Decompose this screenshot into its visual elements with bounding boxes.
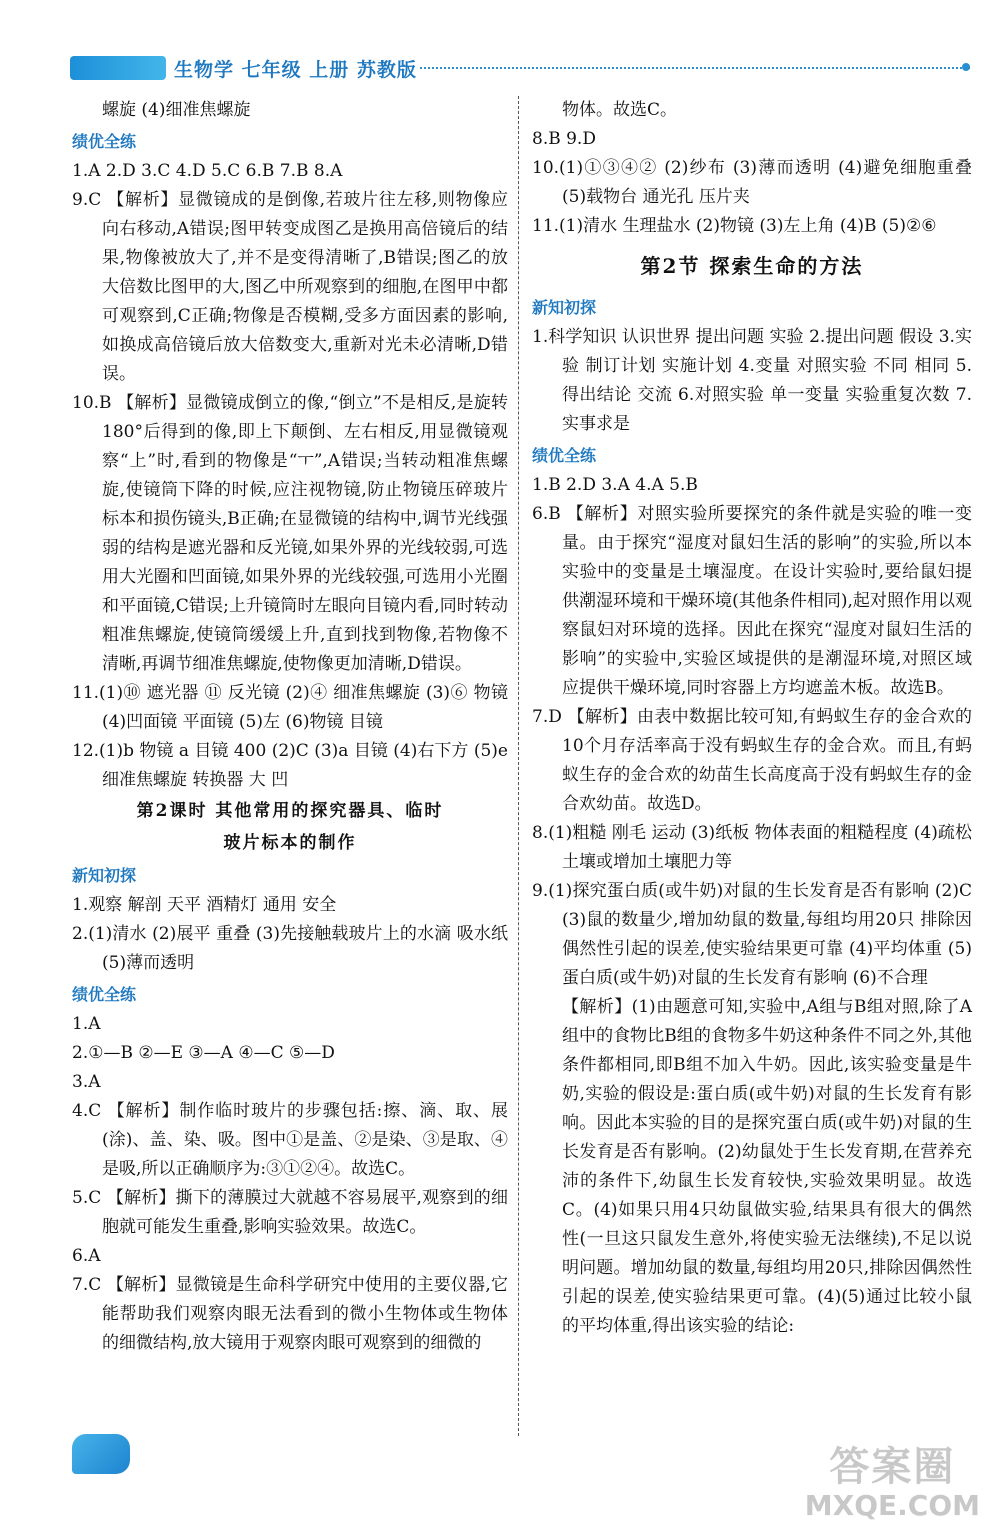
answer-item: 8.B 9.D [532, 129, 596, 149]
section-heading: 绩优全练 [72, 132, 137, 151]
right-column [532, 96, 972, 1341]
header-title: 生物学 七年级 上册 苏教版 [174, 59, 417, 81]
answer-item: 6.B 【解析】对照实验所要探究的条件就是实验的唯一变量。由于探究“湿度对鼠妇生活的影响”的实验,所以本实验中的变量是土壤湿度。在设计实验时,要给鼠妇提供潮湿环境和干燥环境(其他条件相同),起对照作用以观察鼠妇对环境的选择。因此在探究“湿度对鼠妇生活的影响”的实验中,实验区域提供的是潮湿环境,对照区域应提供干燥环境,同时容器上方均遮盖木板。故选B。 [532, 504, 972, 698]
lesson-title: 第2节 探索生命的方法 [640, 254, 864, 278]
section-heading: 绩优全练 [72, 985, 137, 1004]
answer-item: 10.(1)①③④② (2)纱布 (3)薄而透明 (4)避免细胞重叠 (5)载物台 通光孔 压片夹 [532, 158, 972, 207]
section-heading: 绩优全练 [532, 446, 597, 465]
answer-item: 1.科学知识 认识世界 提出问题 实验 2.提出问题 假设 3.实验 制订计划 实施计划 4.变量 对照实验 不同 相同 5.得出结论 交流 6.对照实验 单一变量 实验重复次数 7.实事求是 [532, 327, 972, 434]
answer-item: 1.观察 解剖 天平 酒精灯 通用 安全 [72, 895, 337, 915]
page-header [70, 52, 970, 84]
answer-item: 6.A [72, 1246, 101, 1266]
answer-item: 3.A [72, 1072, 101, 1092]
answer-item: 12.(1)b 物镜 a 目镜 400 (2)C (3)a 目镜 (4)右下方 (5)e 细准焦螺旋 转换器 大 凹 [72, 741, 508, 790]
answer-item: 1.A 2.D 3.C 4.D 5.C 6.B 7.B 8.A [72, 161, 343, 181]
answer-item: 9.C 【解析】显微镜成的是倒像,若玻片往左移,则物像应向右移动,A错误;图甲转变成图乙是换用高倍镜后的结果,物像被放大了,并不是变得清晰了,B错误;图乙的放大倍数比图甲的大,图乙中所观察到的细胞,在图甲中都可观察到,C正确;物像是否模糊,受多方面因素的影响,如换成高倍镜后放大倍数变大,重新对光未必清晰,D错误。 [72, 190, 508, 384]
answer-item: 11.(1)清水 生理盐水 (2)物镜 (3)左上角 (4)B (5)②⑥ [532, 216, 937, 236]
page-number-tab [72, 1434, 130, 1474]
header-dot-icon [962, 63, 970, 71]
lesson-title: 第2课时 其他常用的探究器具、临时 [136, 801, 444, 821]
answer-item: 物体。故选C。 [562, 100, 678, 120]
answer-item: 11.(1)⑩ 遮光器 ⑪ 反光镜 (2)④ 细准焦螺旋 (3)⑥ 物镜 (4)凹面镜 平面镜 (5)左 (6)物镜 目镜 [72, 683, 508, 732]
answer-item: 7.C 【解析】显微镜是生命科学研究中使用的主要仪器,它能帮助我们观察肉眼无法看到的微小生物体或生物体的细微结构,放大镜用于观察肉眼可观察到的细微的 [72, 1275, 508, 1353]
section-heading: 新知初探 [72, 866, 137, 885]
answer-item: 8.(1)粗糙 刚毛 运动 (3)纸板 物体表面的粗糙程度 (4)疏松土壤或增加土壤肥力等 [532, 823, 972, 872]
answer-item: 9.(1)探究蛋白质(或牛奶)对鼠的生长发育是否有影响 (2)C (3)鼠的数量少,增加幼鼠的数量,每组均用20只 排除因偶然性引起的误差,使实验结果更可靠 (4)平均体重 (5)蛋白质(或牛奶)对鼠的生长发育有影响 (6)不合理 [532, 881, 972, 988]
lesson-title: 玻片标本的制作 [223, 833, 357, 853]
watermark-line1: 答案圈 [829, 1444, 956, 1490]
answer-item: 1.B 2.D 3.A 4.A 5.B [532, 475, 698, 495]
section-heading: 新知初探 [532, 298, 597, 317]
answer-item: 1.A [72, 1014, 101, 1034]
answer-item: 2.(1)清水 (2)展平 重叠 (3)先接触载玻片上的水滴 吸水纸 (5)薄而透明 [72, 924, 508, 973]
answer-item: 2.①—B ②—E ③—A ④—C ⑤—D [72, 1043, 335, 1063]
answer-item: 【解析】(1)由题意可知,实验中,A组与B组对照,除了A组中的食物比B组的食物多牛奶这种条件不同之外,其他条件都相同,即B组不加入牛奶。因此,该实验变量是牛奶,实验的假设是:蛋白质(或牛奶)对鼠的生长发育有影响。因此本实验的目的是探究蛋白质(或牛奶)对鼠的生长发育是否有影响。(2)幼鼠处于生长发育期,在营养充沛的条件下,幼鼠生长发育较快,实验效果明显。故选C。(4)如果只用4只幼鼠做实验,结果具有很大的偶然性(一旦这只鼠发生意外,将使实验无法继续),不足以说明问题。增加幼鼠的数量,每组均用20只,排除因偶然性引起的误差,使实验结果更可靠。(4)(5)通过比较小鼠的平均体重,得出该实验的结论: [562, 997, 972, 1336]
answer-item: 4.C 【解析】制作临时玻片的步骤包括:擦、滴、取、展(涂)、盖、染、吸。图中①是盖、②是染、③是取、④是吸,所以正确顺序为:③①②④。故选C。 [72, 1101, 508, 1179]
watermark [805, 1444, 980, 1522]
watermark-line2: MXQE.COM [804, 1489, 980, 1522]
column-divider [518, 96, 519, 1436]
book-logo [70, 56, 166, 80]
left-column [72, 96, 508, 1358]
answer-item: 螺旋 (4)细准焦螺旋 [102, 100, 251, 120]
answer-item: 10.B 【解析】显微镜成倒立的像,“倒立”不是相反,是旋转180°后得到的像,即上下颠倒、左右相反,用显微镜观察“上”时,看到的物像是“ㅜ”,A错误;当转动粗准焦螺旋,使镜筒下降的时候,应注视物镜,防止物镜压碎玻片标本和损伤镜头,B正确;在显微镜的结构中,调节光线强弱的结构是遮光器和反光镜,如果外界的光线较弱,可选用大光圈和凹面镜,如果外界的光线较强,可选用小光圈和平面镜,C错误;上升镜筒时左眼向目镜内看,同时转动粗准焦螺旋,使镜筒缓缓上升,直到找到物像,若物像不清晰,再调节细准焦螺旋,使物像更加清晰,D错误。 [72, 393, 508, 674]
answer-item: 7.D 【解析】由表中数据比较可知,有蚂蚁生存的金合欢的10个月存活率高于没有蚂蚁生存的金合欢。而且,有蚂蚁生存的金合欢的幼苗生长高度高于没有蚂蚁生存的金合欢幼苗。故选D。 [532, 707, 972, 814]
header-dotted-line [420, 67, 970, 69]
answer-item: 5.C 【解析】撕下的薄膜过大就越不容易展平,观察到的细胞就可能发生重叠,影响实验效果。故选C。 [72, 1188, 508, 1237]
